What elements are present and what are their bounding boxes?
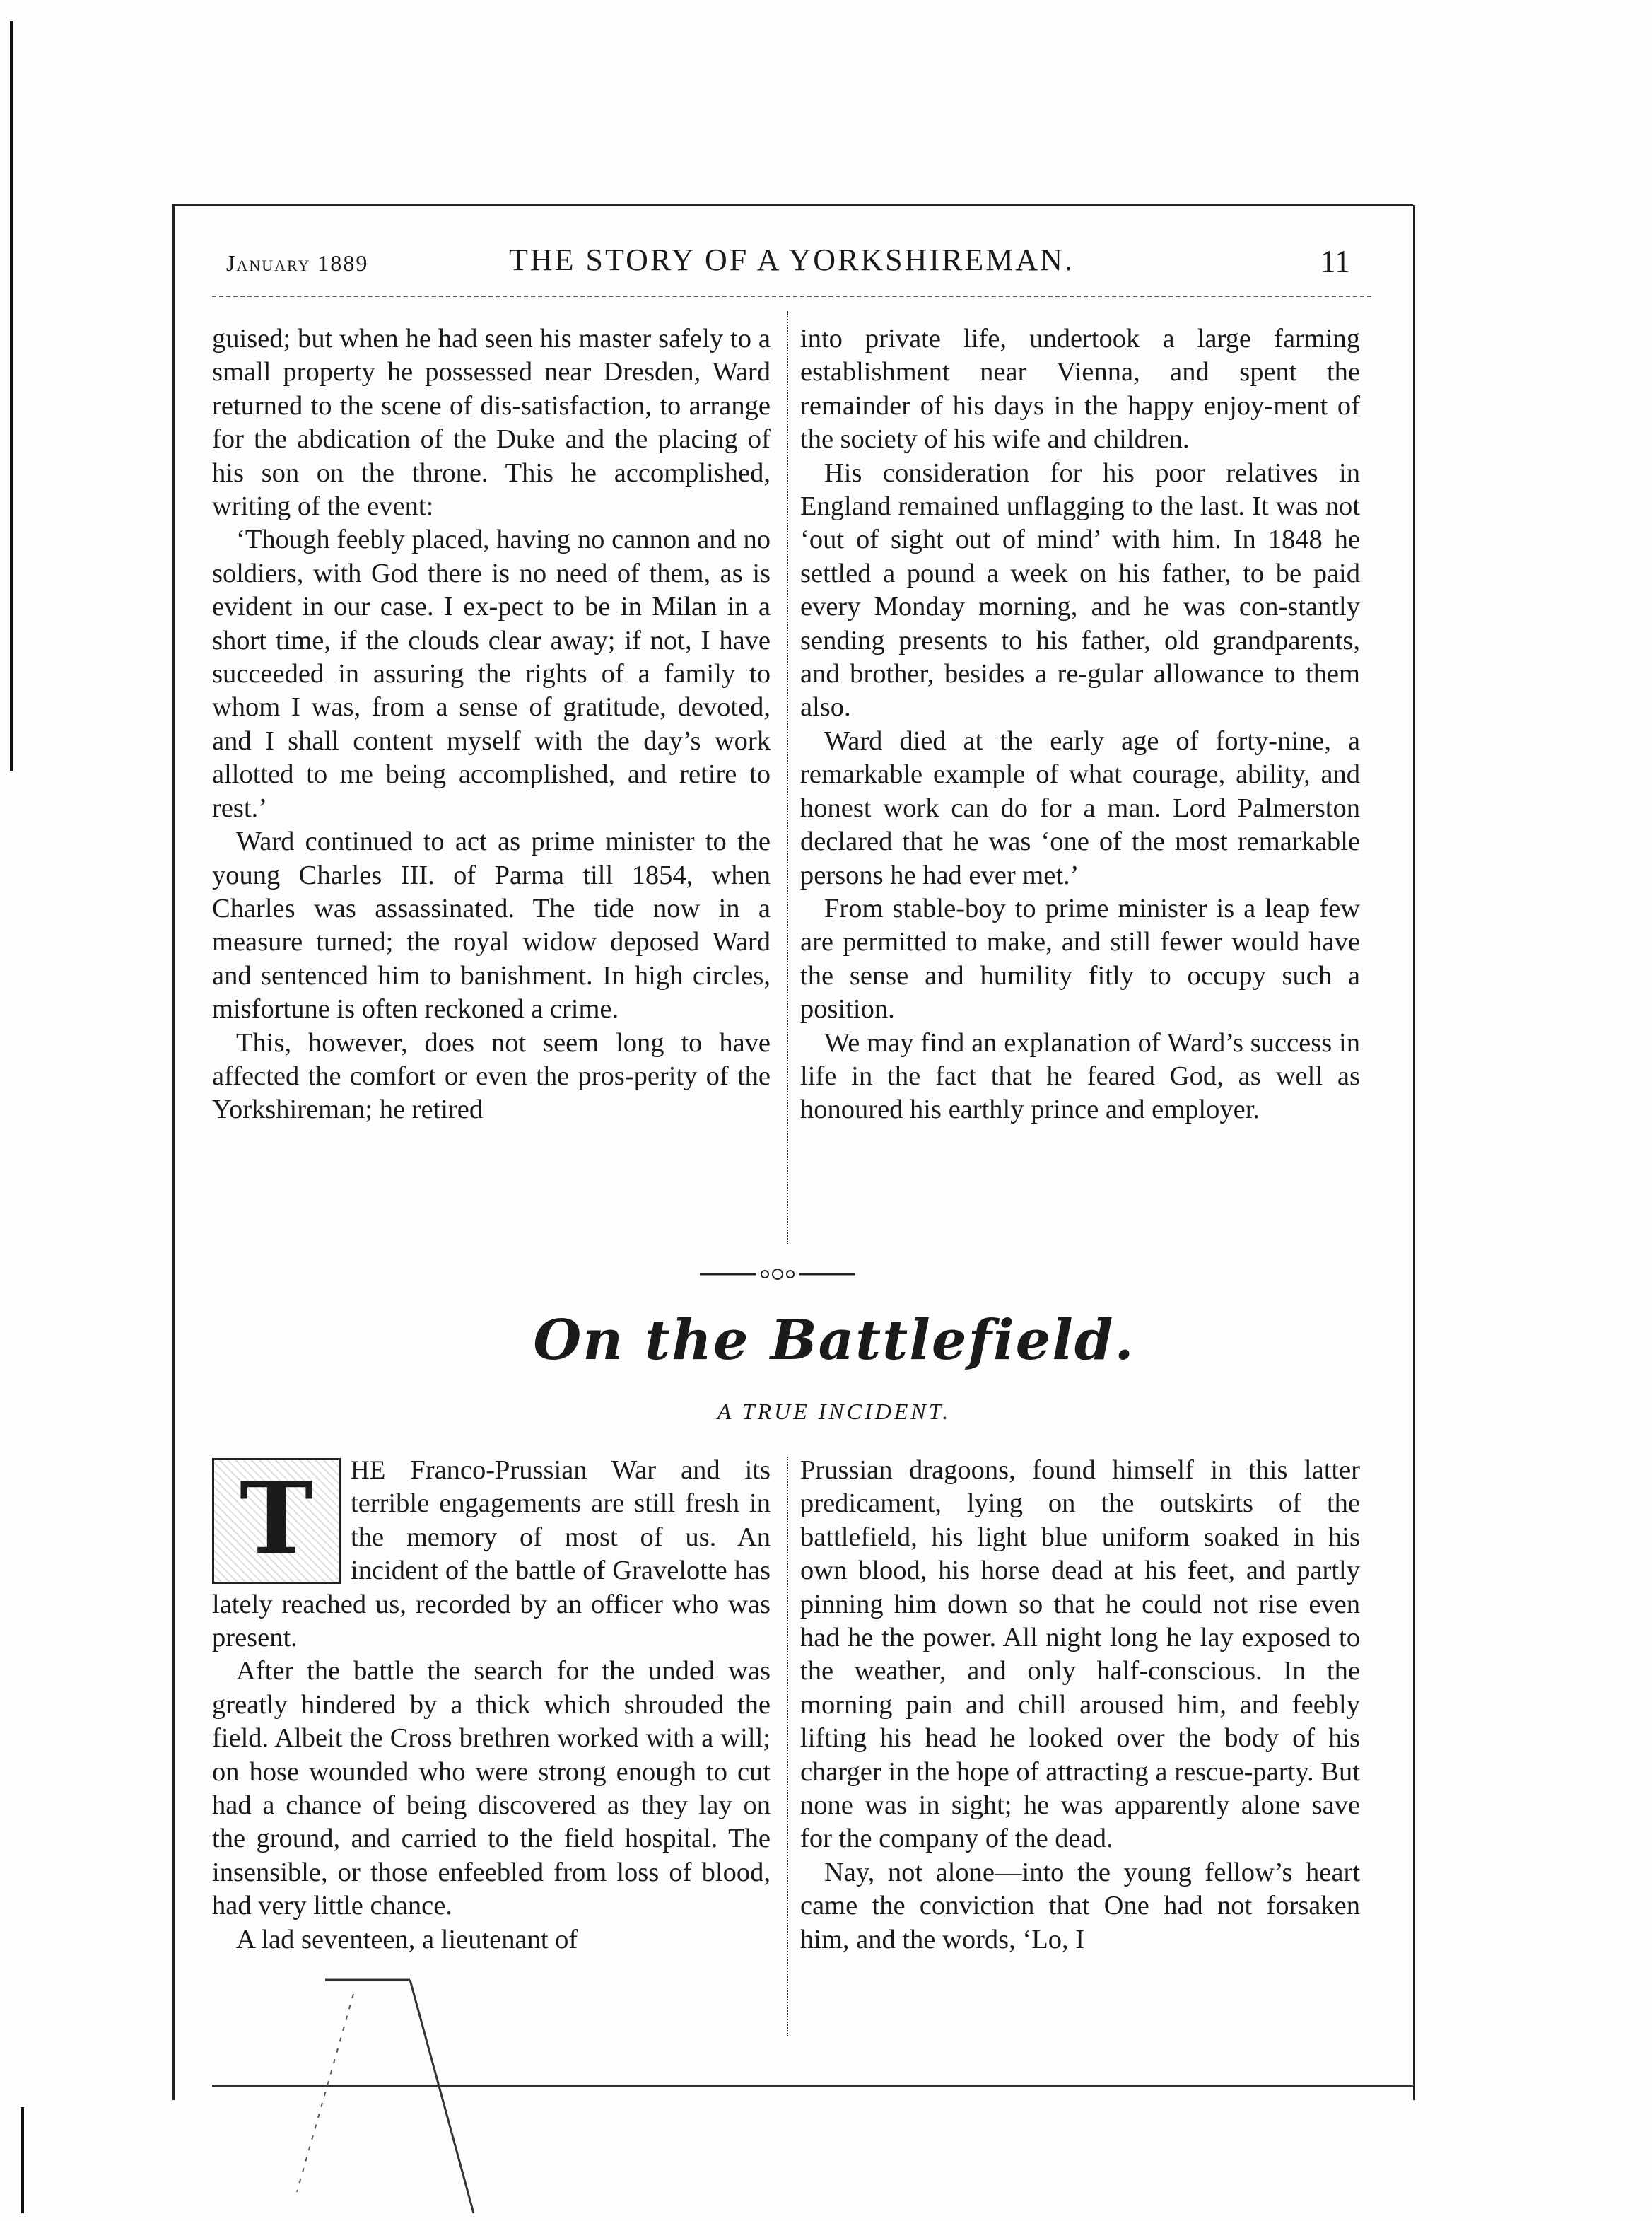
paragraph: into private life, undertook a large farming establishment near Vienna, and spent the remainder of his days in the happy enjoy-ment of the society of his wife and children. — [800, 324, 1360, 455]
column-divider — [787, 311, 788, 1244]
paragraph: His consideration for his poor relatives in England remained unflagging to the last. It was not ‘out of sight out of mind’ with him. In 1848 he settled a pound a week on his father, to be paid every Monday morning, and he was con-stantly sending presents to his father, old grandparents, and brother, besides a re-gular allowance to them also. — [800, 457, 1360, 723]
paragraph: Prussian dragoons, found himself in this latter predicament, lying on the outskirts of the battlefield, his light blue uniform soaked in his own blood, his horse dead at his feet, and partly pinning him down so that he could not rise even had he the power. All night long he lay exposed to the weather, and only half-conscious. In the morning pain and chill aroused him, and feebly lifting his head he looked over the body of his charger in the hope of attracting a rescue-party. But none was in sight; he was apparently alone save for the company of the dead. — [800, 1455, 1360, 1854]
opening-word: HE — [351, 1456, 386, 1485]
opening-text: Franco-Prussian War and its terrible engagements are still fresh in the memory of most of us. An incident of the battle of Gravelotte has lately reached us, recorded by an officer who was present. — [212, 1455, 771, 1653]
paragraph: Ward died at the early age of forty-nine, a remarkable example of what courage, ability, and honest work can do for a man. Lord Palmerston declared that he was ‘one of the most remarkable persons he had ever met.’ — [800, 725, 1360, 890]
upper-left-column — [212, 322, 771, 1127]
paragraph: ‘Though feebly placed, having no cannon and no soldiers, with God there is no need of them, as is evident in our case. I ex-pect to be in Milan in a short time, if the clouds clear away; if not, I have succeeded in assuring the rights of a family to whom I was, from a sense of gratitude, devoted, and I shall content myself with the day’s work allotted to me being accomplished, and retire to rest.’ — [212, 525, 771, 823]
paragraph: We may find an explanation of Ward’s success in life in the fact that he feared God, as well as honoured his earthly prince and employer. — [800, 1027, 1360, 1125]
paragraph: A lad seventeen, a lieutenant of — [236, 1924, 578, 1954]
lower-right-column — [800, 1454, 1360, 1957]
header-rule — [212, 296, 1371, 297]
paragraph: From stable-boy to prime minister is a leap few are permitted to make, and still fewer would have the sense and humility fitly to occupy such a position. — [800, 893, 1360, 1025]
ornamental-drop-cap: T — [212, 1458, 341, 1584]
paragraph: Nay, not alone—into the young fellow’s heart came the conviction that One had not forsaken him, and the words, ‘Lo, I — [800, 1857, 1360, 1954]
paragraph: Ward continued to act as prime minister to the young Charles III. of Parma till 1854, when Charles was assassinated. The tide now in a measure turned; the royal widow deposed Ward and sentenced him to banishment. In high circles, misfortune is often reckoned a crime. — [212, 827, 771, 1025]
fleuron-ornament — [700, 1266, 855, 1283]
column-divider — [787, 1457, 788, 2036]
section-subtitle: A TRUE INCIDENT. — [717, 1399, 951, 1424]
running-title: THE STORY OF A YORKSHIREMAN. — [509, 243, 1074, 277]
paragraph: After the battle the search for the unded was greatly hindered by a thick which shrouded the field. Albeit the Cross brethren worked with a will; on hose wounded who were strong enough to cut had a chance of being discovered as they lay on the ground, and carried to the field hospital. The insensible, or those enfeebled from loss of blood, had very little chance. — [212, 1656, 771, 1921]
paragraph: This, however, does not seem long to have affected the comfort or even the pros-perity of the Yorkshireman; he retired — [212, 1027, 771, 1125]
scan-edge-bottom-left — [21, 2107, 24, 2213]
paragraph: guised; but when he had seen his master safely to a small property he possessed near Dresden, Ward returned to the scene of dis-satisfaction, to arrange for the abdication of the Duke and the placing of his son on the throne. This he accomplished, writing of the event: — [212, 324, 771, 522]
page-number: 11 — [1320, 244, 1350, 279]
lower-left-column — [212, 1454, 771, 1957]
section-title: On the Battlefield. — [533, 1308, 1135, 1372]
opening-paragraph — [212, 1454, 771, 1655]
upper-right-column — [800, 322, 1360, 1127]
scan-edge-left — [10, 21, 13, 771]
page-tear-marks — [269, 1966, 551, 2220]
issue-date: January 1889 — [226, 250, 369, 276]
running-head — [212, 240, 1371, 283]
